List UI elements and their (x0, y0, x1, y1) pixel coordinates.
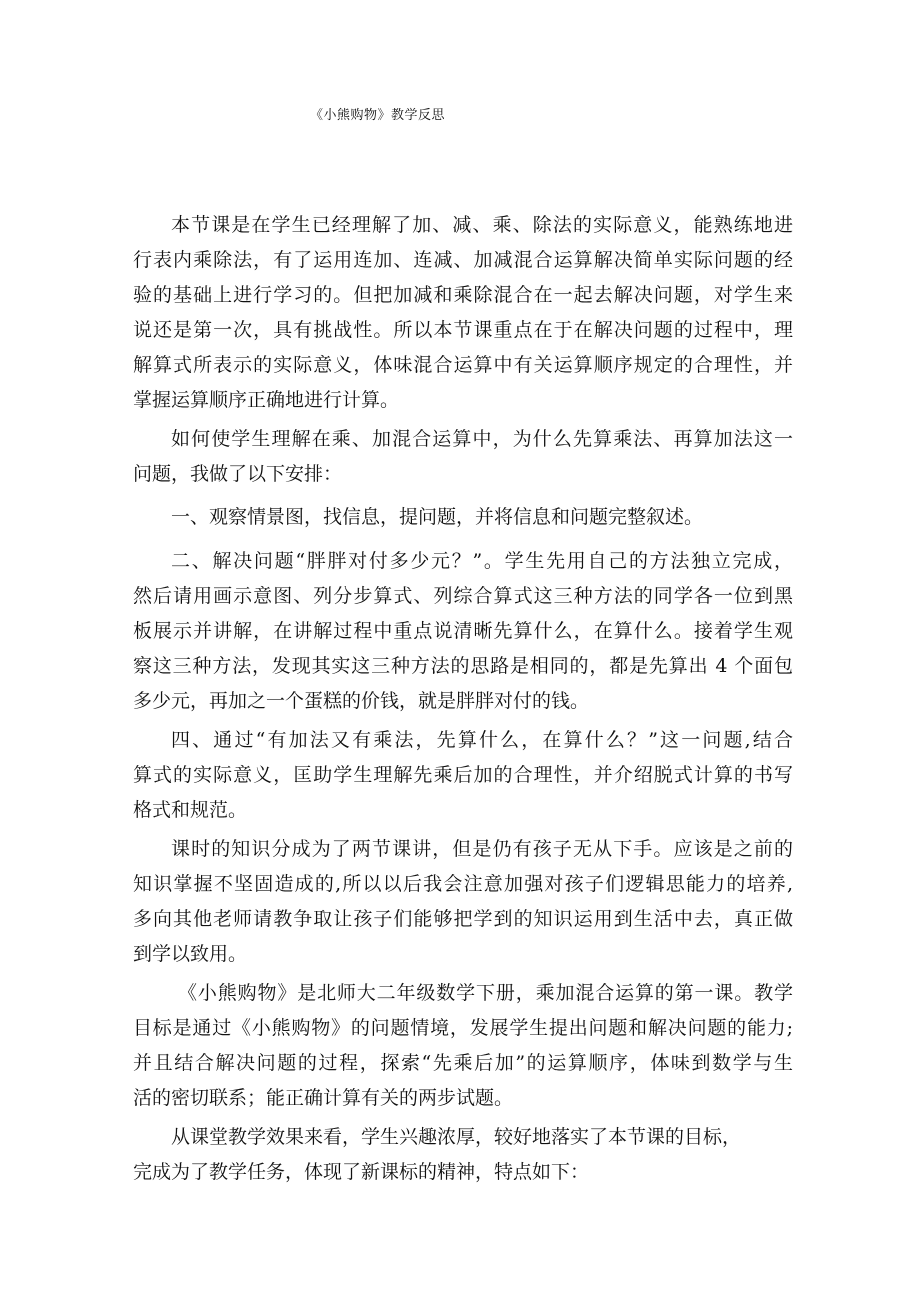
paragraph-line: 并且结合解决问题的过程，探索“先乘后加”的运算顺序，体味到数学与生 (133, 1052, 793, 1074)
paragraph-line: 如何使学生理解在乘、加混合运算中，为什么先算乘法、再算加法这一 (171, 428, 793, 450)
paragraph-line: 察这三种方法，发现其实这三种方法的思路是相同的，都是先算出 4 个面包 (133, 655, 793, 677)
paragraph-line: 知识掌握不坚固造成的,所以以后我会注意加强对孩子们逻辑思能力的培养, (133, 873, 793, 895)
paragraph-line: 多向其他老师请教争取让孩子们能够把学到的知识运用到生活中去，真正做 (133, 908, 793, 930)
paragraph-line: 解算式所表示的实际意义，体味混合运算中有关运算顺序规定的合理性，并 (133, 354, 793, 376)
paragraph-line: 格式和规范。 (133, 799, 248, 821)
paragraph-effect (133, 1120, 793, 1190)
document-title: 《小熊购物》教学反思 (310, 108, 446, 123)
paragraph-line: 说还是第一次，具有挑战性。所以本节课重点在于在解决问题的过程中，理 (133, 319, 793, 341)
paragraph-line: 完成为了教学任务，体现了新课标的精神，特点如下： (133, 1161, 590, 1183)
paragraph-line: 四、通过“有加法又有乘法，先算什么，在算什么？”这一问题,结合 (171, 729, 793, 751)
paragraph-line: 本节课是在学生已经理解了加、减、乘、除法的实际意义，能熟练地进 (171, 214, 793, 236)
paragraph-intro (133, 208, 793, 418)
paragraph-line: 课时的知识分成为了两节课讲，但是仍有孩子无从下手。应该是之前的 (171, 838, 793, 860)
paragraph-line: 行表内乘除法，有了运用连加、连减、加减混合运算解决简单实际问题的经 (133, 249, 793, 271)
paragraph-line: 多少元，再加之一个蛋糕的价钱，就是胖胖对付的钱。 (133, 690, 590, 712)
paragraph-step-two (133, 544, 793, 719)
paragraph-line: 《小熊购物》是北师大二年级数学下册，乘加混合运算的第一课。教学 (178, 982, 793, 1004)
paragraph-line: 验的基础上进行学习的。但把加减和乘除混合在一起去解决问题，对学生来 (133, 284, 793, 306)
paragraph-step-one (133, 500, 793, 535)
paragraph-line: 活的密切联系；能正确计算有关的两步试题。 (133, 1087, 514, 1109)
paragraph-step-four (133, 723, 793, 828)
paragraph-line: 板展示并讲解，在讲解过程中重点说清晰先算什么，在算什么。接着学生观 (133, 620, 793, 642)
paragraph-line: 从课堂教学效果来看，学生兴趣浓厚，较好地落实了本节课的目标， (171, 1126, 742, 1148)
paragraph-line: 二、解决问题“胖胖对付多少元？”。学生先用自己的方法独立完成， (171, 550, 793, 572)
paragraph-line: 掌握运算顺序正确地进行计算。 (133, 389, 400, 411)
paragraph-lesson-goals (133, 976, 793, 1116)
paragraph-line: 到学以致用。 (133, 943, 248, 965)
paragraph-line: 一、观察情景图，找信息，提问题，并将信息和问题完整叙述。 (171, 506, 704, 528)
paragraph-line: 问题，我做了以下安排： (133, 463, 343, 485)
paragraph-question (133, 422, 793, 492)
paragraph-line: 目标是通过《小熊购物》的问题情境，发展学生提出问题和解决问题的能力; (133, 1017, 793, 1039)
paragraph-reflection (133, 832, 793, 972)
paragraph-line: 算式的实际意义，匡助学生理解先乘后加的合理性，并介绍脱式计算的书写 (133, 764, 793, 786)
paragraph-line: 然后请用画示意图、列分步算式、列综合算式这三种方法的同学各一位到黑 (133, 585, 793, 607)
